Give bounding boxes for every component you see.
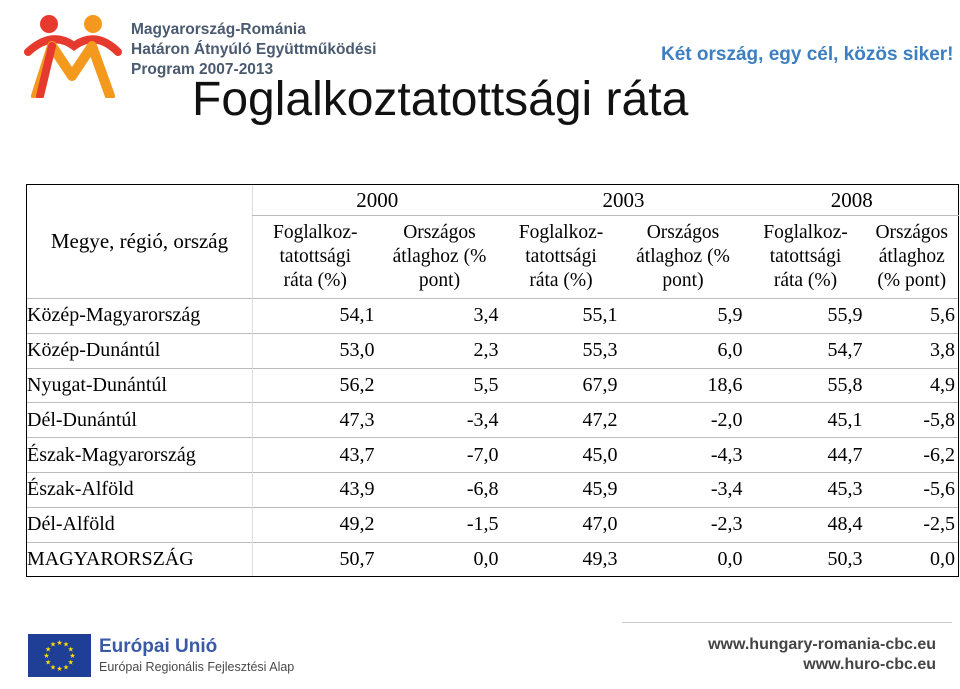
subheader-line: pont) xyxy=(662,270,704,291)
value-cell: 0,0 xyxy=(621,542,746,577)
slogan: Két ország, egy cél, közös siker! xyxy=(661,44,954,65)
value-cell: -6,8 xyxy=(378,472,502,507)
subheader-line: átlaghoz (% xyxy=(392,246,487,267)
value-cell: 47,3 xyxy=(253,403,378,438)
eu-title: Európai Unió xyxy=(99,636,218,657)
eu-star-icon: ★ xyxy=(67,646,74,654)
value-cell: 6,0 xyxy=(621,333,746,368)
value-cell: 48,4 xyxy=(746,507,866,542)
subheader-line: tatottsági xyxy=(279,246,351,267)
value-cell: -2,0 xyxy=(621,403,746,438)
table-row xyxy=(27,403,959,438)
value-cell: 5,6 xyxy=(866,299,959,334)
table-row xyxy=(27,368,959,403)
footer-divider xyxy=(622,622,952,623)
year-2008: 2008 xyxy=(746,185,959,216)
eu-star-icon: ★ xyxy=(67,659,74,667)
corner-label: Megye, régió, ország xyxy=(27,185,253,299)
subheader-diff-2008 xyxy=(866,216,959,299)
subheader-line: Országos xyxy=(875,222,949,243)
eu-star-icon: ★ xyxy=(49,664,57,672)
subheader-line: tatottsági xyxy=(525,246,597,267)
table-row xyxy=(27,299,959,334)
value-cell: 67,9 xyxy=(502,368,621,403)
value-cell: 3,4 xyxy=(378,299,502,334)
subheader-line: pont) xyxy=(418,270,461,291)
value-cell: 50,7 xyxy=(253,542,378,577)
value-cell: 47,0 xyxy=(502,507,621,542)
value-cell: -3,4 xyxy=(621,472,746,507)
value-cell: -4,3 xyxy=(621,438,746,473)
value-cell: 53,0 xyxy=(253,333,378,368)
eu-flag-icon xyxy=(28,634,91,677)
subheader-line: ráta (%) xyxy=(773,270,838,291)
eu-star-icon: ★ xyxy=(45,659,52,667)
table-row xyxy=(27,333,959,368)
subheader-line: Foglalkoz- xyxy=(273,222,358,243)
page-title: Foglalkoztatottsági ráta xyxy=(192,73,689,126)
value-cell: 47,2 xyxy=(502,403,621,438)
value-cell: -2,5 xyxy=(866,507,959,542)
value-cell: -1,5 xyxy=(378,507,502,542)
eu-star-icon: ★ xyxy=(62,641,70,649)
value-cell: 56,2 xyxy=(253,368,378,403)
value-cell: 55,1 xyxy=(502,299,621,334)
logo-line-1: Magyarország-Románia xyxy=(131,21,306,38)
value-cell: 45,3 xyxy=(746,472,866,507)
value-cell: 54,1 xyxy=(253,299,378,334)
subheader-line: ráta (%) xyxy=(283,270,347,291)
value-cell: -3,4 xyxy=(378,403,502,438)
value-cell: 2,3 xyxy=(378,333,502,368)
value-cell: -6,2 xyxy=(866,438,959,473)
program-logo-text xyxy=(131,20,376,80)
region-name: Észak-Magyarország xyxy=(27,438,253,473)
table-row xyxy=(27,542,959,577)
employment-rate-table xyxy=(26,184,959,577)
value-cell: 3,8 xyxy=(866,333,959,368)
region-name: Közép-Dunántúl xyxy=(27,333,253,368)
subheader-rate-2008 xyxy=(746,216,866,299)
eu-star-icon: ★ xyxy=(56,666,63,673)
subheader-rate-2000 xyxy=(253,216,378,299)
subheader-line: ráta (%) xyxy=(529,270,593,291)
subheader-line: tatottsági xyxy=(769,246,842,267)
value-cell: 45,1 xyxy=(746,403,866,438)
region-name: MAGYARORSZÁG xyxy=(27,542,253,577)
year-header-row xyxy=(27,185,959,216)
subheader-diff-2000 xyxy=(378,216,502,299)
logo-line-3: Program 2007-2013 xyxy=(131,61,274,78)
value-cell: 43,9 xyxy=(253,472,378,507)
table-row xyxy=(27,507,959,542)
value-cell: 44,7 xyxy=(746,438,866,473)
value-cell: 5,9 xyxy=(621,299,746,334)
website-link-huro[interactable]: www.huro-cbc.eu xyxy=(803,656,936,673)
value-cell: 5,5 xyxy=(378,368,502,403)
eu-subtitle: Európai Regionális Fejlesztési Alap xyxy=(99,660,295,674)
region-name: Észak-Alföld xyxy=(27,472,253,507)
year-2003: 2003 xyxy=(502,185,746,216)
logo-line-2: Határon Átnyúló Együttműködési xyxy=(131,41,377,58)
value-cell: -7,0 xyxy=(378,438,502,473)
value-cell: 18,6 xyxy=(621,368,746,403)
value-cell: 4,9 xyxy=(866,368,959,403)
region-name: Nyugat-Dunántúl xyxy=(27,368,253,403)
region-name: Közép-Magyarország xyxy=(27,299,253,334)
value-cell: -2,3 xyxy=(621,507,746,542)
eu-star-icon: ★ xyxy=(62,664,70,672)
eu-star-icon: ★ xyxy=(69,653,76,660)
value-cell: 50,3 xyxy=(746,542,866,577)
value-cell: 54,7 xyxy=(746,333,866,368)
subheader-line: átlaghoz (% xyxy=(636,246,730,267)
year-2000: 2000 xyxy=(253,185,502,216)
value-cell: 49,3 xyxy=(502,542,621,577)
subheader-line: átlaghoz xyxy=(878,246,945,267)
subheader-line: Országos xyxy=(403,222,476,243)
value-cell: 55,8 xyxy=(746,368,866,403)
value-cell: -5,8 xyxy=(866,403,959,438)
value-cell: 45,9 xyxy=(502,472,621,507)
value-cell: 0,0 xyxy=(866,542,959,577)
value-cell: 43,7 xyxy=(253,438,378,473)
eu-star-icon: ★ xyxy=(56,640,63,647)
value-cell: 0,0 xyxy=(378,542,502,577)
subheader-line: (% pont) xyxy=(877,270,947,291)
subheader-line: Foglalkoz- xyxy=(518,222,604,243)
eu-star-icon: ★ xyxy=(49,641,57,649)
subheader-line: Országos xyxy=(646,222,720,243)
eu-star-icon: ★ xyxy=(43,653,50,660)
eu-star-icon: ★ xyxy=(45,646,52,654)
table-row xyxy=(27,438,959,473)
table-row xyxy=(27,472,959,507)
value-cell: 55,3 xyxy=(502,333,621,368)
subheader-diff-2003 xyxy=(621,216,746,299)
website-link-hungary-romania[interactable]: www.hungary-romania-cbc.eu xyxy=(708,636,936,653)
program-logo-icon xyxy=(22,12,122,98)
region-name: Dél-Dunántúl xyxy=(27,403,253,438)
subheader-line: Foglalkoz- xyxy=(763,222,848,243)
value-cell: -5,6 xyxy=(866,472,959,507)
region-name: Dél-Alföld xyxy=(27,507,253,542)
value-cell: 49,2 xyxy=(253,507,378,542)
value-cell: 55,9 xyxy=(746,299,866,334)
value-cell: 45,0 xyxy=(502,438,621,473)
table-body xyxy=(27,299,959,577)
subheader-rate-2003 xyxy=(502,216,621,299)
